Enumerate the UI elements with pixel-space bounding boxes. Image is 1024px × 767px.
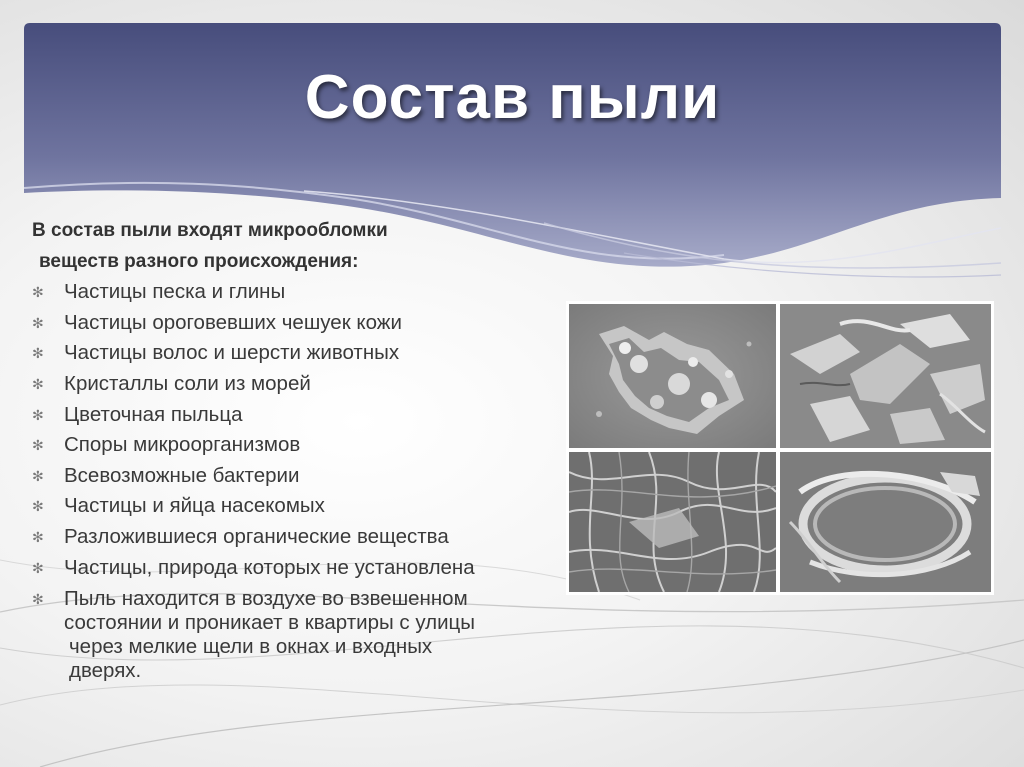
list-item	[32, 338, 562, 369]
bullet-icon: ✻	[32, 375, 44, 392]
bullet-icon: ✻	[32, 498, 44, 515]
composition-list	[32, 277, 562, 583]
note-line-4: дверях.	[69, 659, 142, 683]
micrograph-grid	[566, 301, 994, 595]
note-paragraph	[32, 587, 562, 683]
bullet-icon: ✻	[32, 345, 44, 362]
note-line-1: Пыль находится в воздухе во взвешенном	[64, 587, 468, 611]
list-item-text: Частицы песка и глины	[64, 280, 286, 304]
bullet-icon: ✻	[32, 406, 44, 423]
list-item	[32, 277, 562, 308]
slide-title: Состав пыли	[304, 63, 721, 132]
bullet-icon: ✻	[32, 467, 44, 484]
bullet-icon: ✻	[32, 284, 44, 301]
list-item-text: Кристаллы соли из морей	[64, 371, 311, 395]
bullet-icon: ✻	[32, 528, 44, 545]
bullet-icon: ✻	[32, 314, 44, 331]
bullet-icon: ✻	[32, 437, 44, 454]
list-item-text: Частицы, природа которых не установлена	[64, 555, 475, 579]
note-line-3: через мелкие щели в окнах и входных	[69, 635, 433, 659]
note-line-2: состоянии и проникает в квартиры с улицы	[64, 611, 476, 635]
list-item	[32, 522, 562, 553]
list-item-text: Всевозможные бактерии	[64, 463, 300, 487]
list-item	[32, 461, 562, 492]
list-item	[32, 553, 562, 584]
bullet-icon: ✻	[32, 591, 44, 608]
hair-fiber-loop-micrograph-icon	[780, 452, 991, 592]
list-item	[32, 400, 562, 431]
list-item	[32, 308, 562, 339]
list-item-text: Разложившиеся органические вещества	[64, 524, 449, 548]
list-item-text: Частицы и яйца насекомых	[64, 494, 325, 518]
list-item-text: Частицы волос и шерсти животных	[64, 341, 400, 365]
fibers-micrograph-icon	[569, 452, 776, 592]
intro-line-1: В состав пыли входят микрообломки	[32, 220, 388, 241]
list-item	[32, 430, 562, 461]
list-item	[32, 369, 562, 400]
list-item-text: Цветочная пыльца	[64, 402, 243, 426]
list-item-text: Частицы ороговевших чешуек кожи	[64, 310, 402, 334]
list-item-text: Споры микроорганизмов	[64, 433, 301, 457]
skin-flakes-micrograph-icon	[780, 304, 991, 448]
content-block	[32, 216, 562, 683]
intro-line-2: веществ разного происхождения:	[39, 250, 359, 272]
dust-clump-micrograph-icon	[569, 304, 776, 448]
list-item	[32, 491, 562, 522]
bullet-icon: ✻	[32, 559, 44, 576]
